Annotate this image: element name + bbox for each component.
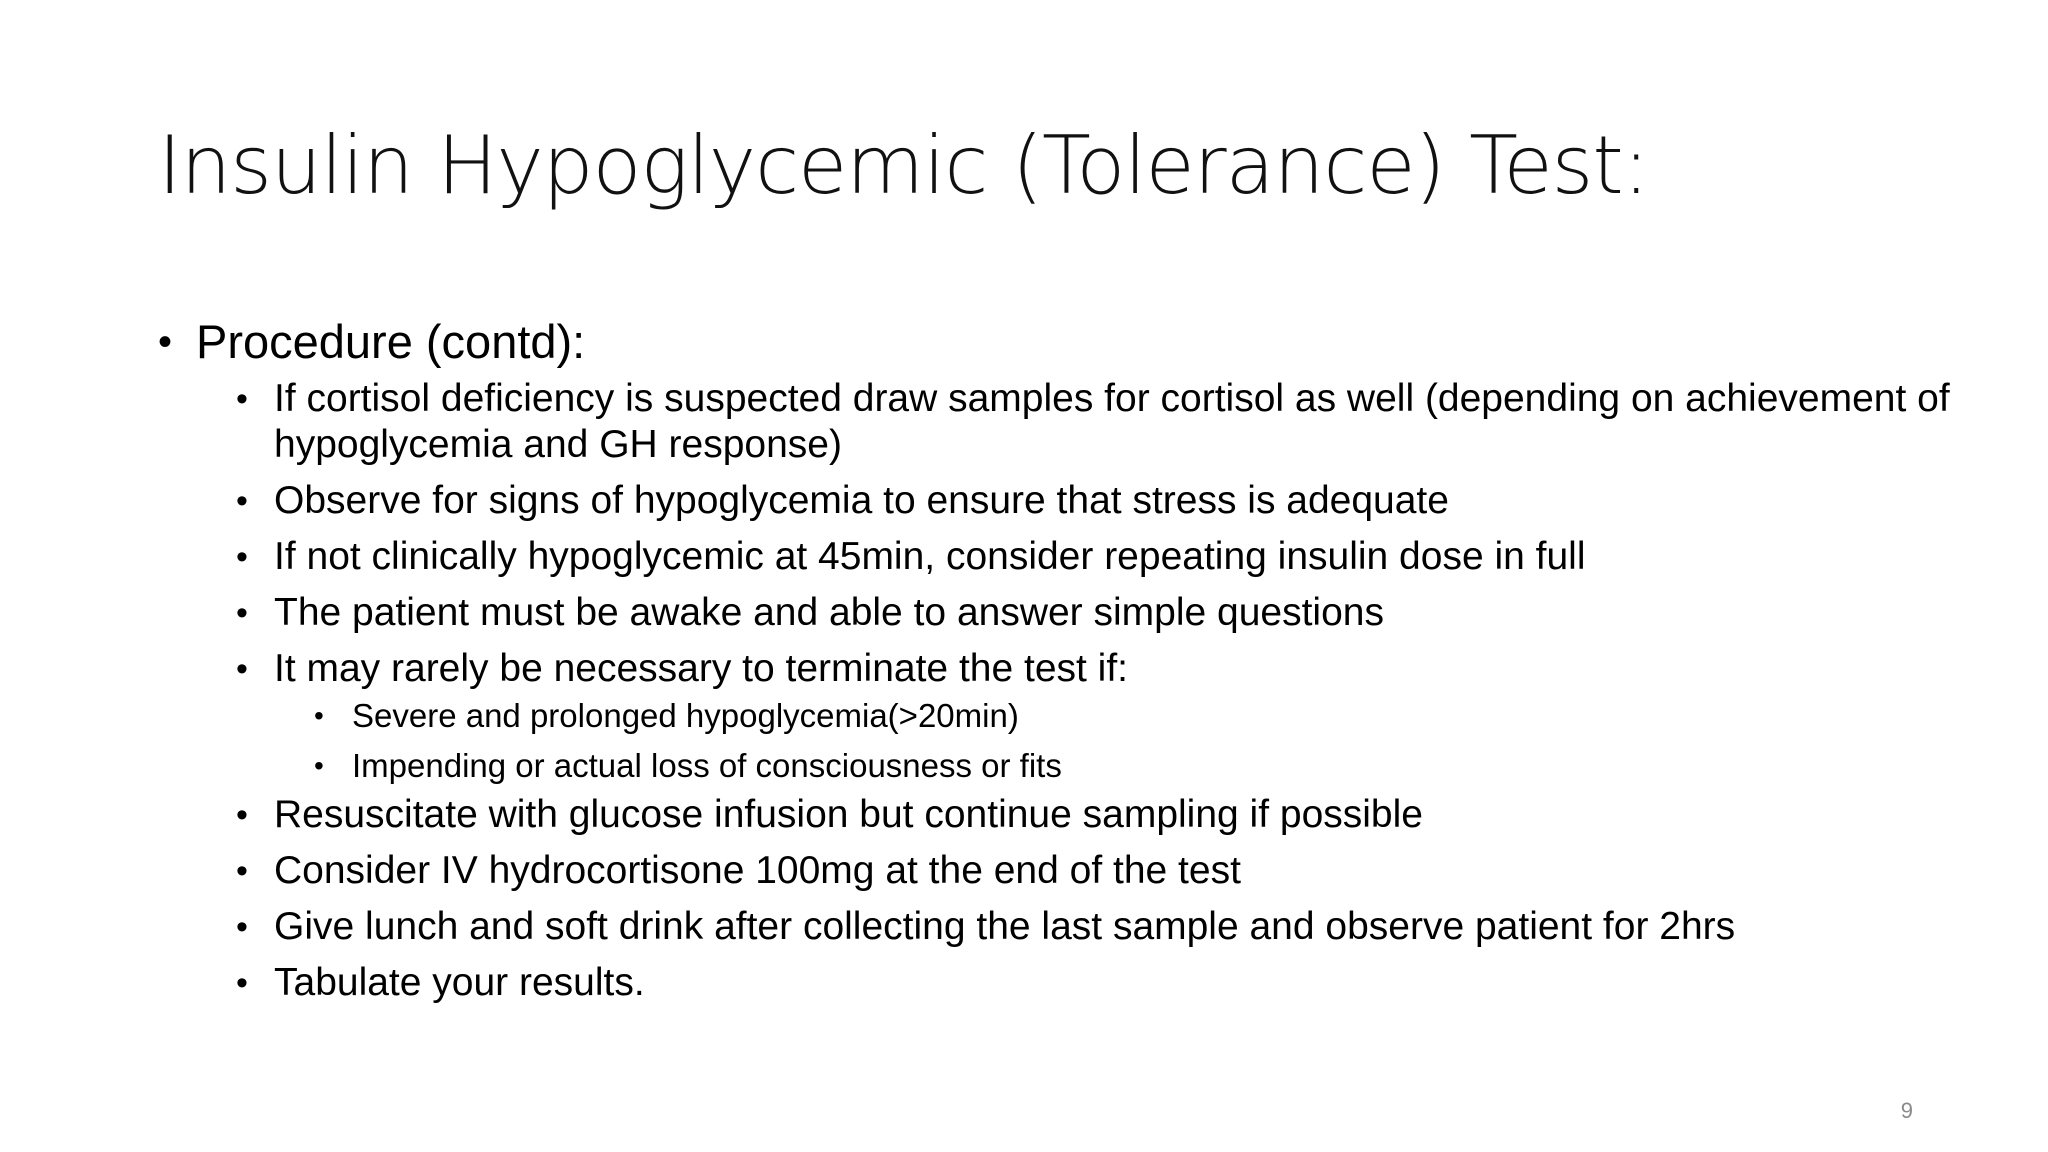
sub-bullet-item xyxy=(236,646,1958,786)
bullet-icon: • xyxy=(158,320,173,364)
bullet-item-procedure xyxy=(158,310,1958,1006)
bullet-icon: • xyxy=(314,700,324,731)
bullet-icon: • xyxy=(236,964,248,1002)
sub-sub-bullet-text: Impending or actual loss of consciousness or fits xyxy=(352,747,1062,784)
page-number: 9 xyxy=(1900,1098,1913,1123)
sub-bullet-item xyxy=(236,376,1958,468)
sub-bullet-item xyxy=(236,960,1958,1006)
sub-bullet-text: The patient must be awake and able to answer simple questions xyxy=(274,591,1384,634)
sub-sub-bullet-item xyxy=(314,746,1958,786)
sub-bullet-item xyxy=(236,590,1958,636)
bullet-icon: • xyxy=(236,650,248,688)
sub-bullet-text: Observe for signs of hypoglycemia to ensure that stress is adequate xyxy=(274,479,1449,522)
sub-sub-bullet-text: Severe and prolonged hypoglycemia(>20min) xyxy=(352,697,1019,734)
sub-bullet-item xyxy=(236,904,1958,950)
sub-bullet-text: Consider IV hydrocortisone 100mg at the end of the test xyxy=(274,849,1241,892)
bullet-icon: • xyxy=(236,380,248,418)
slide-title: Insulin Hypoglycemic (Tolerance) Test: xyxy=(158,119,1649,212)
sub-bullet-text: Resuscitate with glucose infusion but continue sampling if possible xyxy=(274,793,1423,836)
slide-content xyxy=(158,310,1958,1016)
sub-bullet-text: It may rarely be necessary to terminate the test if: xyxy=(274,647,1129,690)
bullet-text: Procedure (contd): xyxy=(196,315,586,368)
sub-bullet-text: If not clinically hypoglycemic at 45min, consider repeating insulin dose in full xyxy=(274,535,1586,578)
sub-bullet-item xyxy=(236,792,1958,838)
sub-bullet-text: Give lunch and soft drink after collecting the last sample and observe patient for 2hrs xyxy=(274,905,1736,948)
sub-sub-bullet-list xyxy=(274,696,1958,786)
sub-bullet-item xyxy=(236,848,1958,894)
sub-bullet-text: If cortisol deficiency is suspected draw samples for cortisol as well (depending on achievement of hypoglycemia and GH response) xyxy=(274,377,1950,466)
sub-bullet-text: Tabulate your results. xyxy=(274,961,645,1004)
bullet-icon: • xyxy=(236,796,248,834)
bullet-icon: • xyxy=(236,852,248,890)
bullet-list xyxy=(158,310,1958,1006)
bullet-icon: • xyxy=(236,538,248,576)
bullet-icon: • xyxy=(236,908,248,946)
bullet-icon: • xyxy=(236,594,248,632)
sub-bullet-list xyxy=(196,376,1958,1006)
bullet-icon: • xyxy=(236,482,248,520)
sub-bullet-item xyxy=(236,478,1958,524)
bullet-icon: • xyxy=(314,750,324,781)
sub-bullet-item xyxy=(236,534,1958,580)
sub-sub-bullet-item xyxy=(314,696,1958,736)
